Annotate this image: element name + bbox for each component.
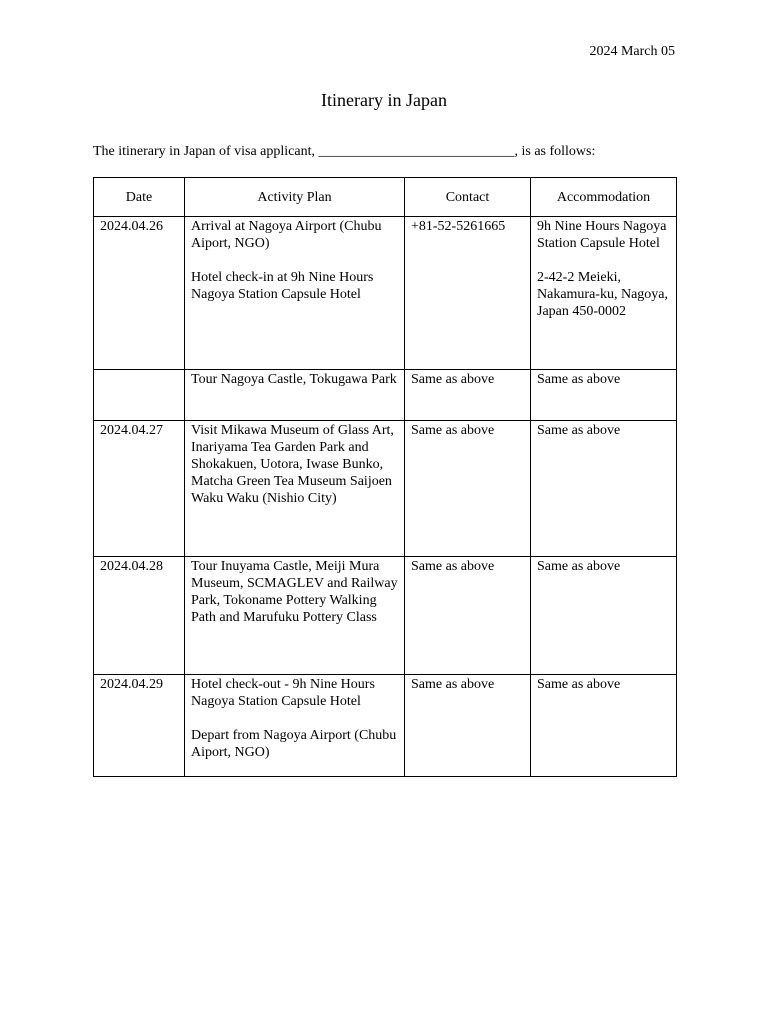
accommodation-text: Same as above xyxy=(537,677,621,692)
accommodation-text: Same as above xyxy=(537,423,621,438)
contact-cell: Same as above xyxy=(405,675,531,777)
date-cell: 2024.04.29 xyxy=(94,675,185,777)
activity-text: Hotel check-in at 9h Nine Hours Nagoya Station Capsule Hotel xyxy=(191,270,374,302)
header-activity-plan: Activity Plan xyxy=(185,178,405,217)
intro-text: The itinerary in Japan of visa applicant, ____________________________, is as follows: xyxy=(93,144,596,159)
activity-cell xyxy=(185,217,405,370)
document-date: 2024 March 05 xyxy=(589,44,675,59)
contact-cell: Same as above xyxy=(405,557,531,675)
activity-text: Tour Nagoya Castle, Tokugawa Park xyxy=(191,372,397,387)
activity-text: Hotel check-out - 9h Nine Hours Nagoya Station Capsule Hotel xyxy=(191,677,375,709)
accommodation-text: Same as above xyxy=(537,559,621,574)
accommodation-cell xyxy=(531,421,677,557)
accommodation-text: 2-42-2 Meieki, Nakamura-ku, Nagoya, Japan 450-0002 xyxy=(537,270,669,319)
itinerary-table xyxy=(93,177,677,777)
accommodation-cell xyxy=(531,675,677,777)
header-date: Date xyxy=(94,178,185,217)
accommodation-text: Same as above xyxy=(537,372,621,387)
table-row xyxy=(94,421,677,557)
header-contact: Contact xyxy=(405,178,531,217)
accommodation-cell xyxy=(531,557,677,675)
table-header-row xyxy=(94,178,677,217)
date-cell xyxy=(94,370,185,421)
date-cell: 2024.04.26 xyxy=(94,217,185,370)
activity-cell xyxy=(185,675,405,777)
activity-cell xyxy=(185,557,405,675)
date-cell: 2024.04.28 xyxy=(94,557,185,675)
activity-text: Arrival at Nagoya Airport (Chubu Aiport, NGO) xyxy=(191,219,382,251)
activity-cell xyxy=(185,370,405,421)
page-title: Itinerary in Japan xyxy=(321,90,447,110)
contact-cell: Same as above xyxy=(405,421,531,557)
table-row xyxy=(94,557,677,675)
contact-cell: +81-52-5261665 xyxy=(405,217,531,370)
table-row xyxy=(94,217,677,370)
header-accommodation: Accommodation xyxy=(531,178,677,217)
accommodation-cell xyxy=(531,370,677,421)
activity-text: Visit Mikawa Museum of Glass Art, Inariyama Tea Garden Park and Shokakuen, Uotora, Iwase Bunko, Matcha Green Tea Museum Saijoen Waku Waku (Nishio City) xyxy=(191,423,394,506)
table-row xyxy=(94,675,677,777)
activity-cell xyxy=(185,421,405,557)
accommodation-cell xyxy=(531,217,677,370)
accommodation-text: 9h Nine Hours Nagoya Station Capsule Hotel xyxy=(537,219,667,251)
table-row xyxy=(94,370,677,421)
activity-text: Depart from Nagoya Airport (Chubu Aiport, NGO) xyxy=(191,728,397,760)
date-cell: 2024.04.27 xyxy=(94,421,185,557)
contact-cell: Same as above xyxy=(405,370,531,421)
activity-text: Tour Inuyama Castle, Meiji Mura Museum, SCMAGLEV and Railway Park, Tokoname Pottery Walking Path and Marufuku Pottery Class xyxy=(191,559,398,625)
